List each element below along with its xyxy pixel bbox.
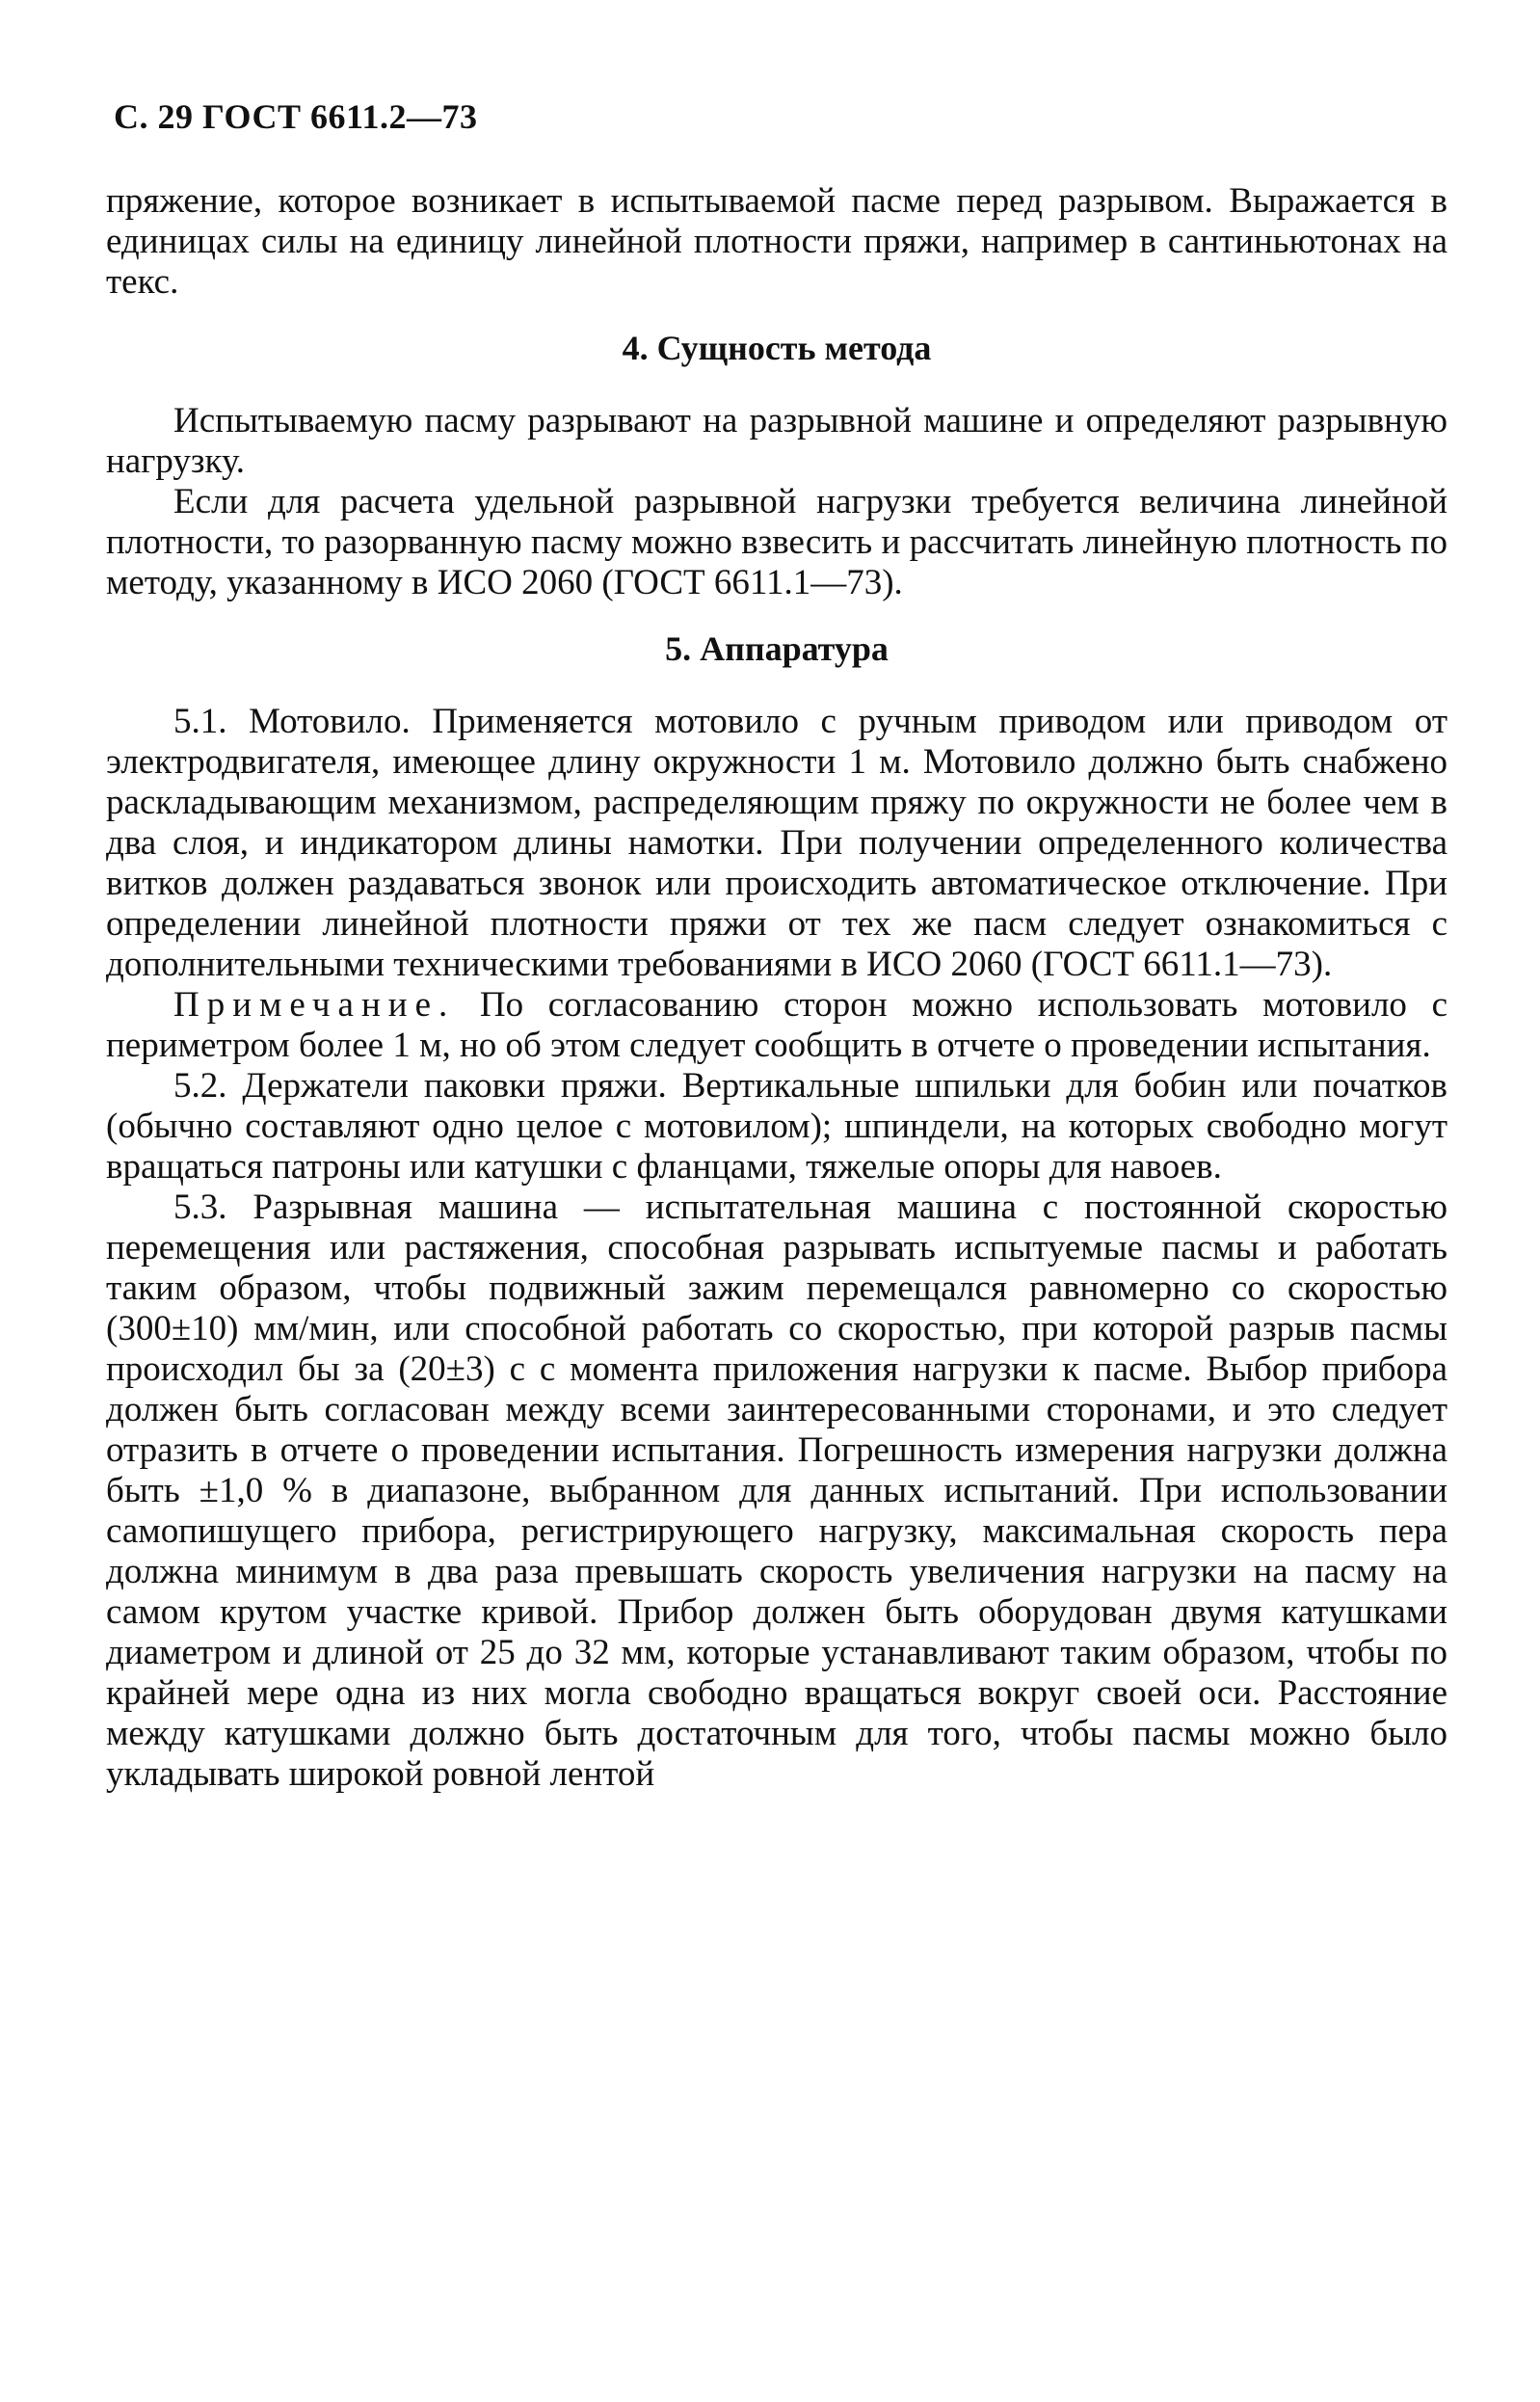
clause-5-2: 5.2. Держатели паковки пряжи. Вертикальные шпильки для бобин или початков (обычно составляют одно целое с мотовилом); шпиндели, на которых свободно могут вращаться патроны или катушки с фланцами, тяжелые опоры для навоев.: [106, 1066, 1447, 1187]
section-4-paragraph-2: Если для расчета удельной разрывной нагрузки требуется величина линейной плотности, то разорванную пасму можно взвесить и рассчитать линейную плотность по методу, указанному в ИСО 2060 (ГОСТ 6611.1—73).: [106, 482, 1447, 602]
section-5-title: 5. Аппаратура: [665, 629, 889, 668]
clause-5-1: 5.1. Мотовило. Применяется мотовило с ручным приводом или приводом от электродвигателя, имеющее длину окружности 1 м. Мотовило должно быть снабжено раскладывающим механизмом, распределяющим пряжу по окружности не более чем в два слоя, и индикатором длины намотки. При получении определенного количества витков должен раздаваться звонок или происходить автоматическое отключение. При определении линейной плотности пряжи от тех же пасм следует ознакомиться с дополнительными техническими требованиями в ИСО 2060 (ГОСТ 6611.1—73).: [106, 702, 1447, 984]
continuation-paragraph: пряжение, которое возникает в испытываемой пасме перед разрывом. Выражается в единицах силы на единицу линейной плотности пряжи, например в сантиньютонах на текс.: [106, 181, 1447, 302]
document-body: [106, 181, 1447, 1795]
section-4-paragraph-1: Испытываемую пасму разрывают на разрывной машине и определяют разрывную нагрузку.: [106, 401, 1447, 481]
clause-5-3: 5.3. Разрывная машина — испытательная машина с постоянной скоростью перемещения или растяжения, способная разрывать испытуемые пасмы и работать таким образом, чтобы подвижный зажим перемещался равномерно со скоростью (300±10) мм/мин, или способной работать со скоростью, при которой разрыв пасмы происходил бы за (20±3) с с момента приложения нагрузки к пасме. Выбор прибора должен быть согласован между всеми заинтересованными сторонами, и это следует отразить в отчете о проведении испытания. Погрешность измерения нагрузки должна быть ±1,0 % в диапазоне, выбранном для данных испытаний. При использовании самопишущего прибора, регистрирующего нагрузку, максимальная скорость пера должна минимум в два раза превышать скорость увеличения нагрузки на пасму на самом крутом участке кривой. Прибор должен быть оборудован двумя катушками диаметром и длиной от 25 до 32 мм, которые устанавливают таким образом, чтобы по крайней мере одна из них могла свободно вращаться вокруг своей оси. Расстояние между катушками должно быть достаточным для того, чтобы пасмы можно было укладывать широкой ровной лентой: [106, 1188, 1447, 1794]
note-text: По согласованию сторон можно использовать мотовило с периметром более 1 м, но об этом следует сообщить в отчете о проведении испытания.: [106, 985, 1447, 1065]
note-label: Примечание.: [173, 985, 456, 1025]
page-header: С. 29 ГОСТ 6611.2—73: [114, 97, 478, 136]
section-4-title: 4. Сущность метода: [622, 329, 932, 367]
note-paragraph: [106, 985, 1447, 1066]
